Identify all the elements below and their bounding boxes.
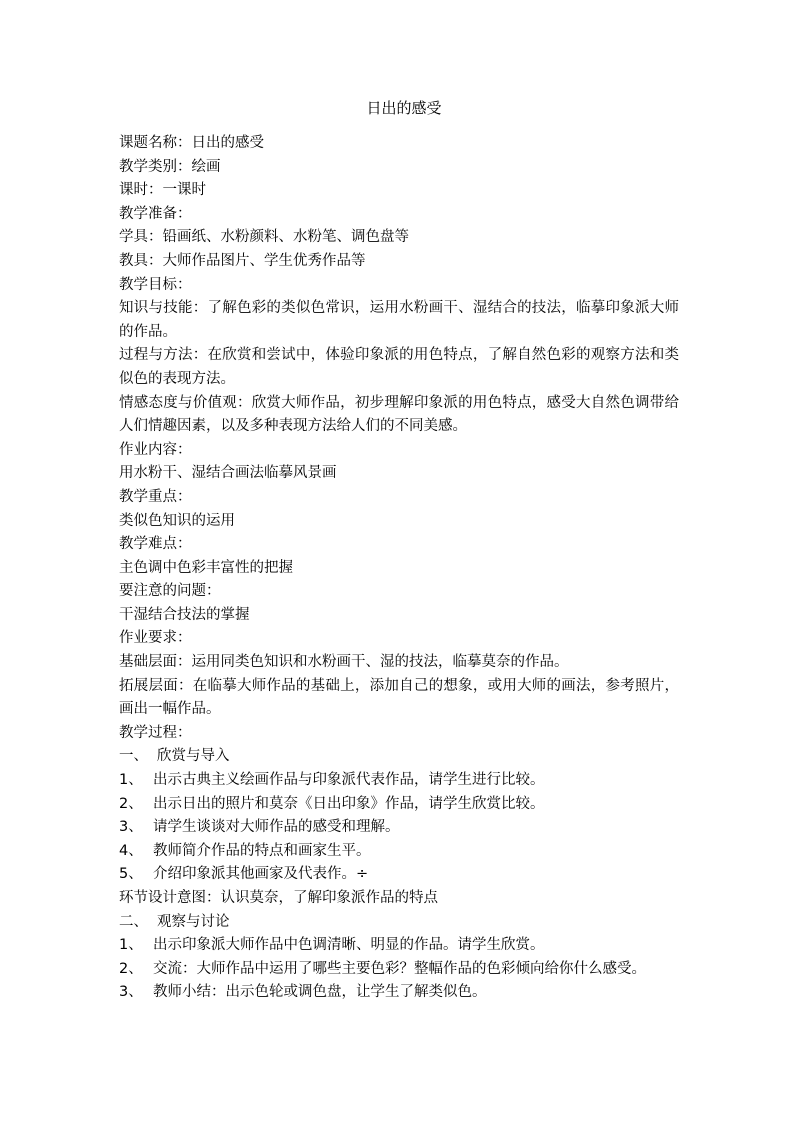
requirement-extended: 拓展层面：在临摹大师作品的基础上，添加自己的想象，或用大师的画法，参考照片，画出一幅作品。: [119, 677, 679, 718]
item-text: 教师简介作品的特点和画家生平。: [153, 842, 371, 859]
item-number: 1、: [119, 937, 143, 954]
item-text: 交流：大师作品中运用了哪些主要色彩？整幅作品的色彩倾向给你什么感受。: [153, 960, 646, 977]
item-number: 3、: [119, 984, 143, 1001]
student-materials: 学具：铅画纸、水粉颜料、水粉笔、调色盘等: [119, 229, 409, 246]
class-hours: 课时：一课时: [119, 182, 206, 199]
item-number: 2、: [119, 960, 143, 977]
item-text: 出示印象派大师作品中色调清晰、明显的作品。请学生欣赏。: [153, 937, 545, 954]
item-text: 出示古典主义绘画作品与印象派代表作品，请学生进行比较。: [153, 772, 545, 789]
list-item: [119, 958, 679, 982]
goal-emotion-values: 情感态度与价值观：欣赏大师作品，初步理解印象派的用色特点，感受大自然色调带给人们情趣因素，以及多种表现方法给人们的不同美感。: [119, 394, 679, 435]
list-item: [119, 981, 679, 1005]
item-number: 3、: [119, 819, 143, 836]
requirement-basic: 基础层面：运用同类色知识和水粉画干、湿的技法，临摹莫奈的作品。: [119, 654, 569, 671]
homework-requirements-label: 作业要求：: [119, 630, 192, 647]
list-item: [119, 816, 679, 840]
list-item: [119, 840, 679, 864]
item-number: 4、: [119, 842, 143, 859]
goal-knowledge-skills: 知识与技能：了解色彩的类似色常识，运用水粉画干、湿结合的技法，临摹印象派大师的作品。: [119, 300, 679, 340]
teaching-process-label: 教学过程：: [119, 724, 192, 741]
teaching-category: 教学类别：绘画: [119, 158, 221, 175]
notes: 干湿结合技法的掌握: [119, 606, 250, 623]
section-marker: 二、: [119, 913, 148, 930]
goal-process-methods: 过程与方法：在欣赏和尝试中，体验印象派的用色特点，了解自然色彩的观察方法和类似色的表现方法。: [119, 347, 679, 387]
teacher-materials: 教具：大师作品图片、学生优秀作品等: [119, 252, 366, 269]
course-name: 课题名称：日出的感受: [119, 135, 264, 151]
difficulties-label: 教学难点：: [119, 536, 192, 553]
item-text: 介绍印象派其他画家及代表作。÷: [153, 866, 369, 883]
section-heading-2: [119, 911, 679, 935]
section-title: 欣赏与导入: [157, 748, 230, 765]
difficulties: 主色调中色彩丰富性的把握: [119, 559, 293, 576]
document-title: 日出的感受: [366, 99, 442, 117]
section-marker: 一、: [119, 748, 148, 765]
homework-content-label: 作业内容：: [119, 441, 192, 458]
homework-content: 用水粉干、湿结合画法临摹风景画: [119, 465, 337, 482]
item-text: 教师小结：出示色轮或调色盘，让学生了解类似色。: [153, 984, 487, 1001]
key-points: 类似色知识的运用: [119, 512, 235, 529]
teaching-goals-label: 教学目标：: [119, 276, 192, 293]
teaching-preparation-label: 教学准备：: [119, 205, 192, 222]
design-intent: 环节设计意图：认识莫奈，了解印象派作品的特点: [119, 890, 438, 906]
item-number: 1、: [119, 772, 143, 789]
list-item: [119, 793, 679, 817]
item-number: 5、: [119, 866, 143, 883]
item-number: 2、: [119, 795, 143, 812]
item-text: 请学生谈谈对大师作品的感受和理解。: [153, 819, 400, 836]
list-item: [119, 934, 679, 958]
section-heading-1: [119, 745, 679, 769]
document-page: [119, 96, 679, 1005]
section-title: 观察与讨论: [157, 913, 230, 930]
item-text: 出示日出的照片和莫奈《日出印象》作品，请学生欣赏比较。: [153, 795, 545, 812]
list-item: [119, 863, 679, 887]
key-points-label: 教学重点：: [119, 488, 192, 505]
list-item: [119, 769, 679, 793]
notes-label: 要注意的问题：: [119, 583, 221, 600]
